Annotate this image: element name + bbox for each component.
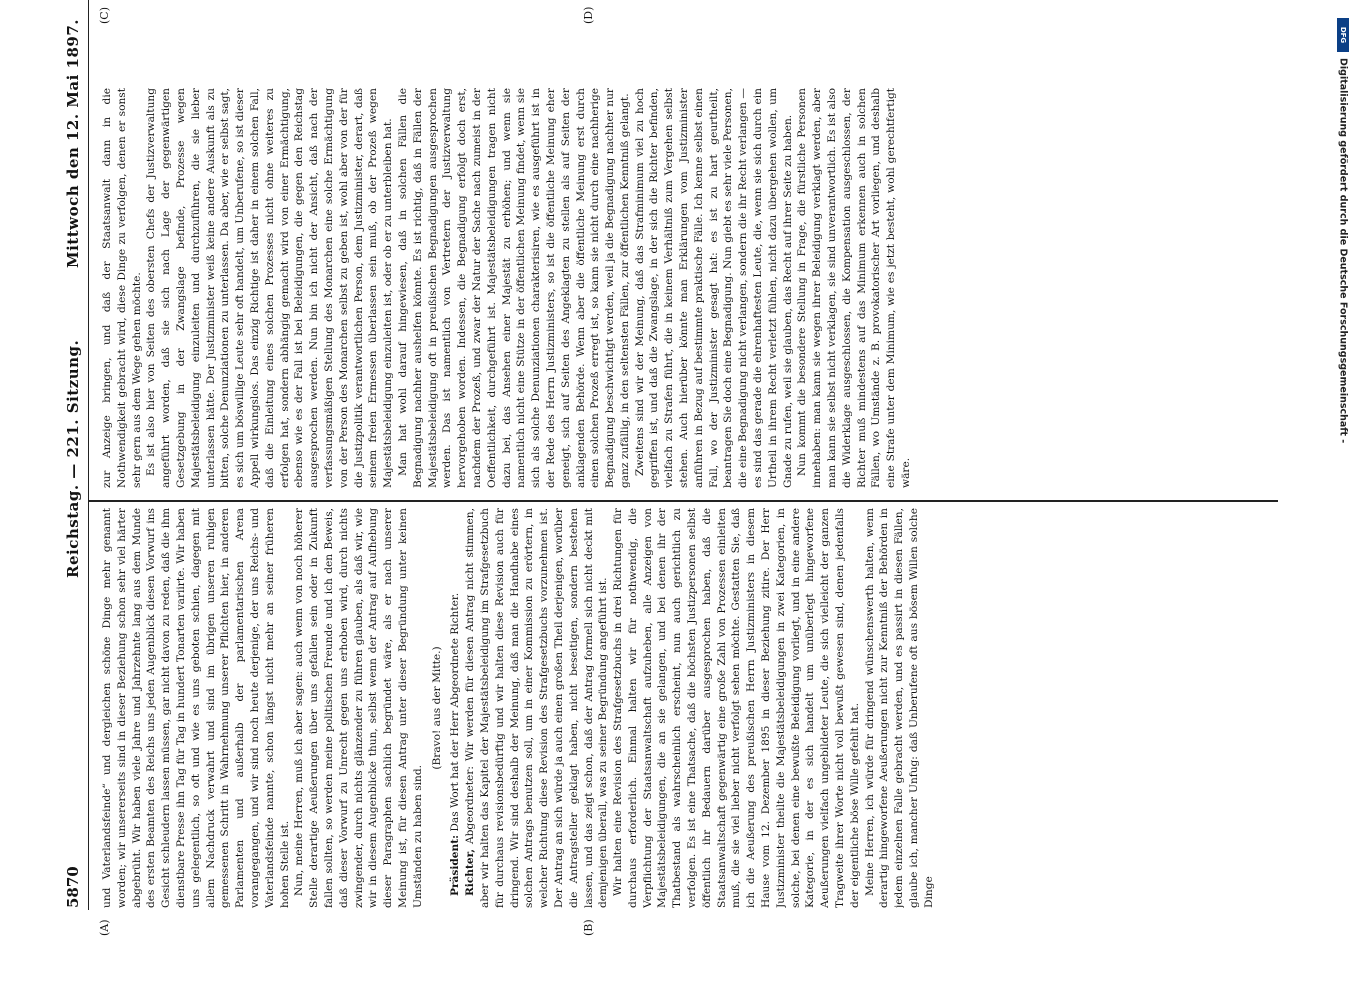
margin-letter-a: (A) — [98, 919, 111, 936]
running-title: Reichstag. — 221. Sitzung. — [64, 339, 82, 578]
date-line: Mittwoch den 12. Mai 1897. — [64, 18, 82, 268]
page-header — [56, 0, 88, 908]
paragraph: zur Anzeige bringen, und daß der Staatsanwalt dann in die Nothwendigkeit gebracht wird, diese Dinge zu verfolgen, denen er sonst sehr gern aus dem Wege gehen möchte. — [101, 88, 143, 488]
dfg-logo: DFG — [1337, 18, 1349, 52]
paragraph-text: Das Wort hat der Herr Abgeordnete Richter. — [449, 592, 462, 832]
paragraph: Es ist also hier von Seiten des obersten Chefs der Justizverwaltung angeführt worden, daß sie sich nach Lage der gegenwärtigen Gesetzgebung in der Zwangslage befinde, Prozesse wegen Majestätsbeleidigung einzuleiten und durchzuführen, die sie lieber unterlassen hätte. Der Justizminister weiß keine andere Auskunft als zu bitten, solche Denunziationen zu unterlassen. Da aber, wie er selbst sagt, es sich um böswillige Leute sehr oft handelt, um Unberufene, so ist dieser Appell wirkungslos. Das einzig Richtige ist daher in einem solchen Fall, daß die Einleitung eines solchen Prozesses nicht ohne weiteres zu erfolgen hat, sondern abhängig gemacht wird von einer Ermächtigung, ebenso wie es der Fall ist bei Beleidigungen, die gegen den Reichstag ausgesprochen werden. Nun bin ich nicht der Ansicht, daß nach der verfassungsmäßigen Stellung des Monarchen eine solche Ermächtigung von der Person des Monarchen selbst zu geben ist, wohl aber von der für die Justizpolitik verantwortlichen Person, dem Justizminister, derart, daß seinem freien Ermessen überlassen sein muß, ob der Prozeß wegen Majestätsbeleidigung einzuleiten ist, oder ob er zu unterbleiben hat. — [145, 88, 395, 488]
credit-text: Digitalisierung gefördert durch die Deutsche Forschungsgemeinschaft - — [1337, 58, 1349, 444]
right-column — [100, 88, 1270, 488]
paragraph: und Vaterlandsfeinde“ und dergleichen schöne Dinge mehr genannt worden; wir unsererseits sind in dieser Beziehung schon sehr viel härter abgebrüht. Wir haben viele Jahre und Jahrzehnte lang aus dem Munde des ersten Beamten des Reichs uns jeden Augenblick diesen Vorwurf ins Gesicht schleudern lassen müssen, gar nicht davon zu reden, daß die ihm dienstbare Presse ihn Tag für Tag in hundert Tonarten variirte. Wir haben uns gelegentlich, so oft und wie es uns geboten schien, dagegen mit allem Nachdruck verwahrt und sind im übrigen unseren ruhigen gemessenen Schritt in Wahrnehmung unserer Pflichten hier, in anderen Parlamenten und außerhalb der parlamentarischen Arena vorangegangen, und wir sind noch heute derjenige, der uns Reichs- und Vaterlandsfeinde nannte, schon längst nicht mehr an seiner früheren hohen Stelle ist. — [101, 508, 291, 908]
speaker-label: Richter, — [464, 848, 477, 896]
digitization-credit — [1337, 18, 1349, 988]
margin-letter-c: (C) — [98, 7, 111, 24]
paragraph: Wir halten eine Revision des Strafgesetzbuchs in drei Richtungen für durchaus erforderlich. Einmal halten wir für nothwendig, die Verpflichtung der Staatsanwaltschaft aufzuheben, alle Anzeigen von Majestätsbeleidigungen, die an sie gelangen, und bei denen ihr der Thatbestand als wahrscheinlich erscheint, nun auch gerichtlich zu verfolgen. Es ist eine Thatsache, daß die höchsten Justizpersonen selbst öffentlich ihr Bedauern darüber ausgesprochen haben, daß die Staatsanwaltschaft gegenwärtig eine große Zahl von Prozessen einleiten muß, die sie viel lieber nicht verfolgt sehen möchte. Gestatten Sie, daß ich die Aeußerung des preußischen Herrn Justizministers in diesem Hause vom 12. Dezember 1895 in dieser Beziehung zitire. Der Herr Justizminister theilte die Majestätsbeleidigungen in zwei Kategorien, in solche, bei denen eine bewußte Beleidigung vorliegt, und in eine andere Kategorie, in der es sich handelt um unüberlegt hingeworfene Aeußerungen vielfach ungebildeter Leute, die sich vielleicht der ganzen Tragweite ihrer Worte nicht voll bewußt gewesen sind, denen jedenfalls der eigentliche böse Wille gefehlt hat. — [612, 508, 861, 908]
president-paragraph — [448, 508, 463, 908]
speech-paragraph — [463, 508, 611, 908]
paragraph-text: Abgeordneter: Wir werden für diesen Antrag nicht stimmen, aber wir halten das Kapitel der Majestätsbeleidigung im Strafgesetzbuch für durchaus revisionsbedürftig und wir halten diese Revision auch für dringend. Wir sind deshalb der Meinung, daß man die Handhabe eines solchen Antrags benutzen soll, um in einer Kommission zu erörtern, in welcher Richtung diese Revision des Strafgesetzbuchs vorzunehmen ist. Der Antrag an sich würde ja auch einen großen Theil derjenigen, worüber die Antragsteller geklagt haben, nicht beseitigen, sondern bestehen lassen, und das zeigt schon, daß der Antrag formell sich nicht deckt mit demjenigen überall, was zu seiner Begründung angeführt ist. — [464, 508, 610, 908]
column-divider — [88, 500, 1278, 502]
page-number: 5870 — [64, 866, 82, 908]
paragraph: Nun kommt die besondere Stellung in Frage, die fürstliche Personen innehaben: man kann sie wegen ihrer Beleidigung verklagt werden, aber man kann sie selbst nicht verklagen, sie sind unverantwortlich. Es ist also die Widerklage ausgeschlossen, die Kompensation ausgeschlossen, der Richter muß mindestens auf das Minimum erkennen auch in solchen Fällen, wo Umstände z. B. provokatorischer Art vorliegen, und deshalb eine Strafe unter dem Minimum, wie es jetzt besteht, wohl gerechtfertigt wäre. — [796, 88, 913, 488]
speaker-label: Präsident: — [449, 834, 462, 896]
margin-letter-d: (D) — [582, 6, 595, 24]
left-column — [100, 508, 1270, 908]
margin-letter-b: (B) — [582, 919, 595, 936]
paragraph: Nun, meine Herren, muß ich aber sagen: auch wenn von noch höherer Stelle derartige Aeußerungen über uns gefallen sein oder in Zukunft fallen sollten, so werden meine politischen Freunde und ich den Beweis, daß dieser Vorwurf zu Unrecht gegen uns erhoben wird, durch nichts zwingender, durch nichts glänzender zu führen glauben, als daß wir, wie wir in diesem Augenblicke thun, selbst wenn der Antrag auf Aufhebung dieser Paragraphen sachlich begründet wäre, als er nach unserer Meinung ist, für diesen Antrag unter dieser Begründung unter keinen Umständen zu haben sind. — [293, 508, 424, 908]
header-rule — [88, 0, 89, 910]
paragraph: Meine Herren, ich würde für dringend wünschenswerth halten, wenn derartig hingeworfene Aeußerungen nicht zur Kenntniß der Behörden in jedem einzelnen Falle gebracht werden, und es passirt in diesen Fällen, glaube ich, mancher Unfug: daß Unberufene oft aus bösem Willen solche Dinge — [863, 508, 935, 908]
paragraph: Man hat wohl darauf hingewiesen, daß in solchen Fällen die Begnadigung nachher aushelfen könnte. Es ist richtig, daß in Fällen der Majestätsbeleidigung oft in preußischen Begnadigungen ausgesprochen werden. Das ist namentlich von Vertretern der Justizverwaltung hervorgehoben worden. Indessen, die Begnadigung erfolgt doch erst, nachdem der Prozeß, und zwar der Natur der Sache nach zumeist in der Oeffentlichkeit, durchgeführt ist. Majestätsbeleidigungen tragen nicht dazu bei, das Ansehen einer Majestät zu erhöhen; und wenn sie namentlich nicht eine Stütze in der öffentlichen Meinung findet, wenn sie sich als solche Denunziationen charakterisiren, wie es ausgeführt ist in der Rede des Herrn Justizministers, so ist die öffentliche Meinung eher geneigt, sich auf Seiten des Angeklagten zu stellen als auf Seiten der anklagenden Behörde. Wenn aber die öffentliche Meinung erst durch einen solchen Prozeß erregt ist, so kann sie nicht durch eine nachherige Begnadigung beschwichtigt werden, weil ja die Begnadigung nachher nur ganz zufällig, in den seltensten Fällen, zur öffentlichen Kenntniß gelangt. — [396, 88, 631, 488]
paragraph: Zweitens sind wir der Meinung, daß das Strafminimum viel zu hoch gegriffen ist, und daß die Zwangslage, in der sich die Richter befinden, vielfach zu Strafen führt, die in keinem Verhältniß zum Vergehen selbst stehen. Auch hierüber könnte man Erklärungen vom Justizminister anführen in Bezug auf bestimmte praktische Fälle. Ich kenne selbst einen Fall, wo der Justizminister gesagt hat: es ist zu hart geurtheilt, beantragen Sie doch eine Begnadigung. Nun giebt es sehr viele Personen, die eine Begnadigung nicht verlangen, sondern die ihr Recht verlangen — es sind das gerade die ehrenhaftesten Leute, die, wenn sie sich durch ein Urtheil in ihrem Recht verletzt fühlen, nicht dazu übergehen wollen, um Gnade zu rufen, weil sie glauben, das Recht auf ihrer Seite zu haben. — [633, 88, 794, 488]
applause-note: (Bravo! aus der Mitte.) — [430, 646, 443, 770]
